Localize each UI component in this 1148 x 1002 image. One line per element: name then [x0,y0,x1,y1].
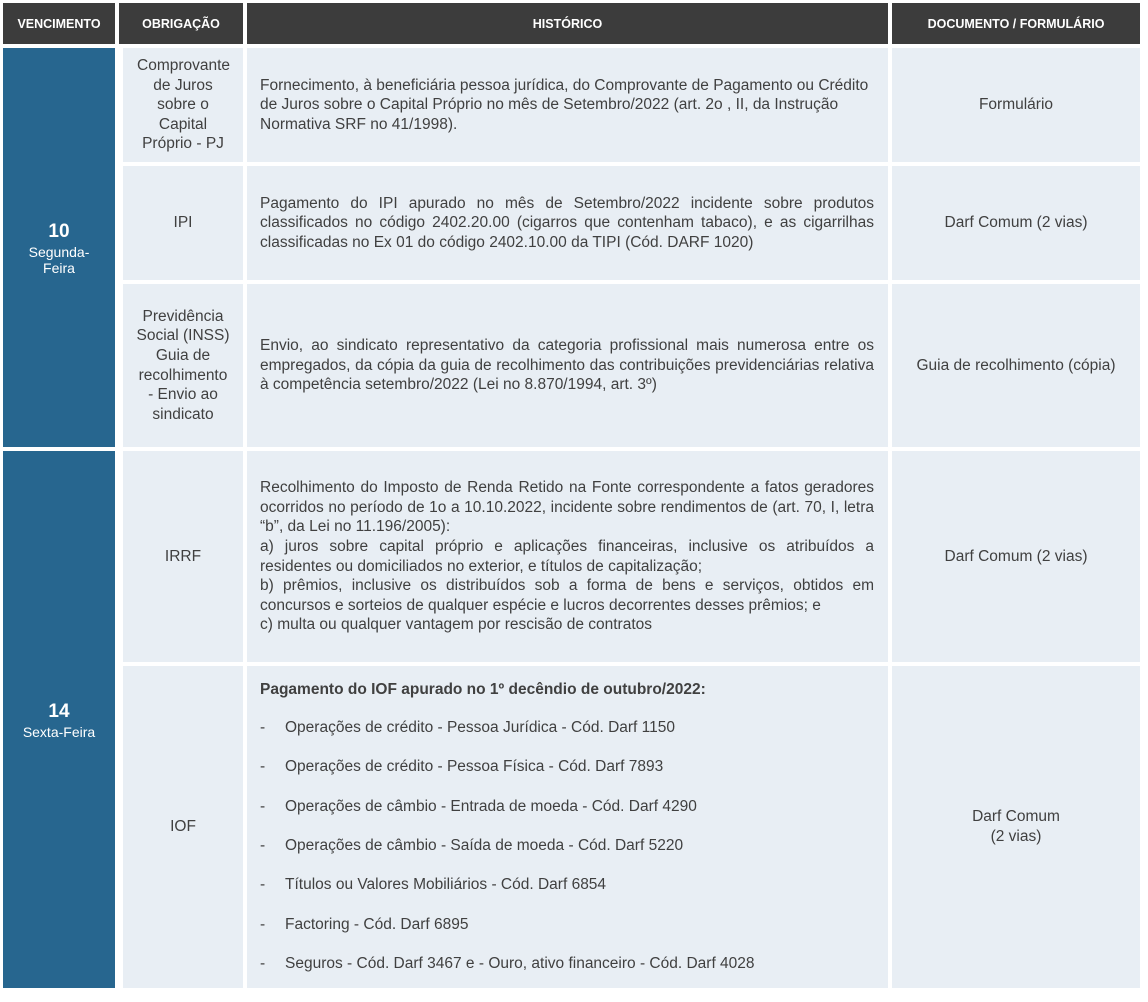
list-item-text: Factoring - Cód. Darf 6895 [285,915,469,933]
list-marker: - [260,797,266,815]
documento-line: (2 vias) [990,828,1042,845]
obrigacao-label: IOF [170,818,196,836]
list-item [260,915,874,935]
historico-cell [247,666,888,988]
obrigacao-cell [123,666,243,988]
documento-cell [892,166,1140,280]
documento-label: Formulário [978,96,1054,114]
list-marker: - [260,718,266,736]
date-cell-14 [3,451,115,988]
historico-cell [247,284,888,447]
historico-paragraph: a) juros sobre capital próprio e aplicações financeiras, inclusive os atribuídos a residentes ou domiciliados no exterior, e títulos de capitalização; [260,537,874,575]
list-marker: - [260,915,266,933]
historico-text: Fornecimento, à beneficiária pessoa jurídica, do Comprovante de Pagamento ou Crédito de Juros sobre o Capital Próprio no mês de Setembro/2022 (art. 2o , II, da Instrução Normativa SRF no 41/1998). [260,76,869,133]
list-marker: - [260,837,266,854]
header-vencimento-label: VENCIMENTO [17,16,101,31]
historico-cell [247,48,888,162]
list-item [260,797,874,817]
header-documento [892,3,1140,44]
historico-text [260,478,874,635]
historico-paragraph: b) prêmios, inclusive os distribuídos sob a forma de bens e serviços, obtidos em concursos e sorteios de qualquer espécie e lucros decorrentes desses prêmios; e [260,577,874,614]
header-documento-label: DOCUMENTO / FORMULÁRIO [927,16,1105,31]
list-item [260,718,874,738]
list-marker: - [260,876,266,894]
date-weekday: Sexta-Feira [22,723,96,740]
list-item [260,836,874,856]
documento-cell [892,451,1140,662]
header-obrigacao [119,3,243,44]
header-vencimento [3,3,115,44]
documento-label [972,807,1060,846]
list-marker: - [260,758,266,776]
documento-label: Darf Comum (2 vias) [944,547,1088,565]
list-item-text: Operações de crédito - Pessoa Jurídica - Cód. Darf 1150 [285,718,675,736]
documento-line: Darf Comum [972,808,1060,826]
obrigacao-cell [123,284,243,447]
list-marker: - [260,955,266,973]
historico-text [260,680,874,974]
documento-cell [892,284,1140,447]
historico-cell [247,451,888,662]
list-item-text: Operações de crédito - Pessoa Física - Cód. Darf 7893 [285,758,664,776]
date-weekday: Segunda-Feira [28,243,90,276]
historico-cell [247,166,888,280]
obrigacao-label: Comprovante de Juros sobre o Capital Próprio - PJ [137,57,231,153]
header-historico-label: HISTÓRICO [532,16,603,31]
obrigacao-cell [123,451,243,662]
header-historico [247,3,888,44]
historico-paragraph: Recolhimento do Imposto de Renda Retido na Fonte correspondente a fatos geradores ocorridos no período de 1o a 10.10.2022, incidente sobre rendimentos de (art. 70, I, letra “b”, da Lei no 11.196/2005): [260,479,874,536]
obrigacao-label: IRRF [164,547,202,565]
historico-text: Pagamento do IPI apurado no mês de Setembro/2022 incidente sobre produtos classificados no código 2402.20.00 (cigarros que contenham tabaco), e as cigarrilhas classificadas no Ex 01 do código 2402.10.00 da TIPI (Cód. DARF 1020) [260,194,874,251]
obrigacao-cell [123,48,243,162]
list-item [260,954,874,974]
list-item-text: Seguros - Cód. Darf 3467 e - Ouro, ativo financeiro - Cód. Darf 4028 [285,955,755,973]
obrigacao-label: IPI [173,214,193,232]
list-item [260,757,874,777]
documento-label: Guia de recolhimento (cópia) [916,356,1116,374]
documento-cell [892,666,1140,988]
header-obrigacao-label: OBRIGAÇÃO [142,16,220,31]
iof-title: Pagamento do IOF apurado no 1º decêndio de outubro/2022: [260,681,706,699]
historico-text: Envio, ao sindicato representativo da categoria profissional mais numerosa entre os empregados, da cópia da guia de recolhimento das contribuições previdenciárias relativa à competência setembro/2022 (Lei no 8.870/1994, art. 3º) [260,337,874,394]
documento-label: Darf Comum (2 vias) [944,214,1088,232]
date-day: 14 [48,700,70,722]
iof-list [260,718,874,974]
date-day: 10 [48,220,70,242]
list-item [260,875,874,895]
obrigacao-label: Previdência Social (INSS) Guia de recolhimento - Envio ao sindicato [136,307,230,423]
list-item-text: Títulos ou Valores Mobiliários - Cód. Darf 6854 [285,876,607,894]
list-item-text: Operações de câmbio - Entrada de moeda - Cód. Darf 4290 [285,797,697,815]
obrigacao-cell [123,166,243,280]
list-item-text: Operações de câmbio - Saída de moeda - Cód. Darf 5220 [285,837,684,854]
documento-cell [892,48,1140,162]
historico-paragraph: c) multa ou qualquer vantagem por rescisão de contratos [260,616,653,634]
date-cell-10 [3,48,115,447]
